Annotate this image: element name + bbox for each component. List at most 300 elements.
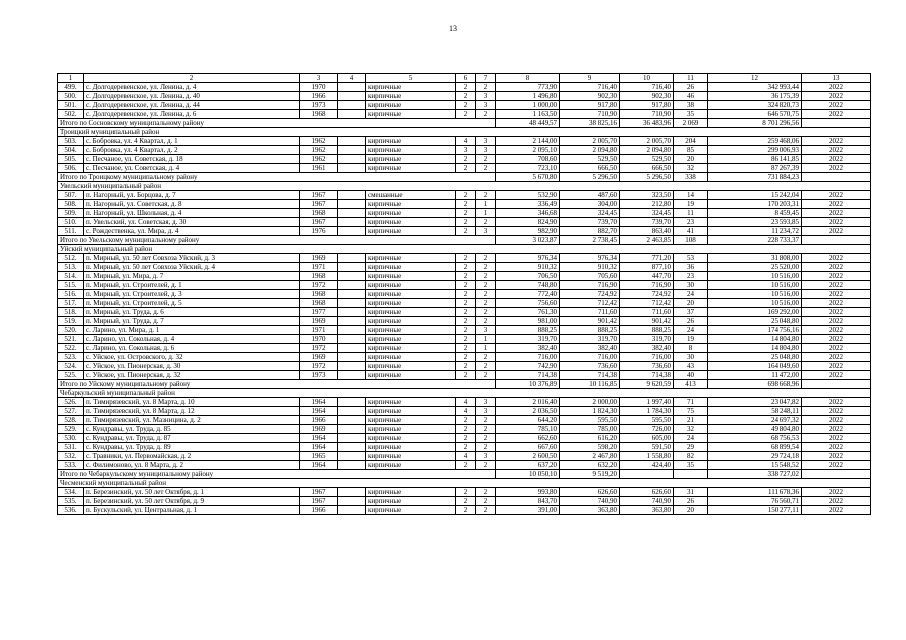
table-cell: 319,70 — [560, 335, 620, 344]
table-cell: 11 234,72 — [708, 227, 802, 236]
table-cell: 19 — [674, 200, 708, 209]
table-cell: 2022 — [802, 353, 871, 362]
table-cell: 2022 — [802, 281, 871, 290]
table-cell: 8 — [674, 344, 708, 353]
table-cell — [338, 488, 366, 497]
table-cell: 2 — [476, 371, 496, 380]
table-cell: 877,10 — [620, 263, 674, 272]
table-cell: 2 — [476, 425, 496, 434]
table-cell: 2 — [456, 254, 476, 263]
table-cell: 2 — [476, 488, 496, 497]
table-cell: с. Кундравы, ул. Труда, д. 85 — [84, 425, 300, 434]
subtotal-value — [802, 470, 871, 479]
table-cell: 2022 — [802, 137, 871, 146]
table-cell: 1 — [476, 344, 496, 353]
table-cell: 2 — [456, 92, 476, 101]
subtotal-value: 698 668,96 — [708, 380, 802, 389]
table-cell: 1977 — [300, 308, 338, 317]
table-cell: кирпичные — [366, 398, 456, 407]
district-title: Уйский муниципальный район — [58, 245, 871, 254]
table-cell: 2 — [476, 434, 496, 443]
table-cell: 2 467,80 — [560, 452, 620, 461]
table-cell: 2022 — [802, 155, 871, 164]
table-cell: 824,90 — [496, 218, 560, 227]
table-cell: 667,60 — [496, 443, 560, 452]
table-cell: п. Мирный, ул. Строителей, д. 1 — [84, 281, 300, 290]
table-cell: 1967 — [300, 191, 338, 200]
table-cell: 2022 — [802, 227, 871, 236]
table-cell: 2022 — [802, 200, 871, 209]
table-cell: 521. — [58, 335, 84, 344]
table-row — [58, 308, 871, 317]
table-cell: 510. — [58, 218, 84, 227]
table-cell: 85 — [674, 146, 708, 155]
table-cell: 2 — [456, 164, 476, 173]
table-row — [58, 344, 871, 353]
table-cell: 41 — [674, 227, 708, 236]
table-cell: 2022 — [802, 506, 871, 515]
table-cell: 10 516,00 — [708, 272, 802, 281]
table-cell: 536. — [58, 506, 84, 515]
table-cell: 1 000,00 — [496, 101, 560, 110]
subtotal-value: 9 620,59 — [620, 380, 674, 389]
table-cell: с. Уйское, ул. Пионерская, д. 30 — [84, 362, 300, 371]
table-cell — [338, 452, 366, 461]
table-cell: 2 — [456, 461, 476, 470]
table-cell: п. Тимирязевский, ул. 8 Марта, д. 12 — [84, 407, 300, 416]
table-cell: 2 — [476, 362, 496, 371]
table-cell: 714,38 — [560, 371, 620, 380]
table-cell — [338, 335, 366, 344]
table-cell: п. Мирный, ул. 50 лет Совхоза Уйский, д. 4 — [84, 263, 300, 272]
table-cell: 2 — [476, 164, 496, 173]
table-cell: 2 — [476, 416, 496, 425]
table-cell: 25 520,00 — [708, 263, 802, 272]
table-cell: 2022 — [802, 209, 871, 218]
table-cell: 14 — [674, 191, 708, 200]
table-cell: 711,60 — [620, 308, 674, 317]
subtotal-label: Итого по Сосновскому муниципальному району — [58, 119, 496, 128]
table-cell: 723,10 — [496, 164, 560, 173]
subtotal-value — [674, 470, 708, 479]
table-cell: 20 — [674, 155, 708, 164]
table-cell: 58 248,11 — [708, 407, 802, 416]
table-cell: 2 — [456, 317, 476, 326]
subtotal-row — [58, 236, 871, 245]
table-cell: 38 — [674, 101, 708, 110]
table-row — [58, 497, 871, 506]
table-cell: 75 — [674, 407, 708, 416]
table-cell: 2022 — [802, 362, 871, 371]
table-cell: 595,50 — [560, 416, 620, 425]
table-cell: с. Филимоново, ул. 8 Марта, д. 2 — [84, 461, 300, 470]
column-number: 8 — [496, 74, 560, 83]
table-cell: кирпичные — [366, 452, 456, 461]
table-cell: кирпичные — [366, 497, 456, 506]
table-cell: 605,00 — [620, 434, 674, 443]
table-cell: 901,42 — [620, 317, 674, 326]
table-cell: 1962 — [300, 155, 338, 164]
table-cell: кирпичные — [366, 290, 456, 299]
table-cell: 3 — [476, 398, 496, 407]
table-cell — [338, 398, 366, 407]
table-cell: кирпичные — [366, 353, 456, 362]
table-row — [58, 434, 871, 443]
table-cell: 514. — [58, 272, 84, 281]
table-cell: 1968 — [300, 299, 338, 308]
table-cell: кирпичные — [366, 101, 456, 110]
table-cell: 1 558,80 — [620, 452, 674, 461]
subtotal-value: 10 376,89 — [496, 380, 560, 389]
table-cell: 637,20 — [496, 461, 560, 470]
table-cell: 507. — [58, 191, 84, 200]
table-cell: 2 — [456, 434, 476, 443]
table-row — [58, 353, 871, 362]
table-cell — [338, 155, 366, 164]
table-row — [58, 326, 871, 335]
table-cell: 111 678,36 — [708, 488, 802, 497]
table-row — [58, 137, 871, 146]
table-cell: 3 — [476, 326, 496, 335]
table-cell: 1972 — [300, 281, 338, 290]
subtotal-row — [58, 470, 871, 479]
table-cell: 1968 — [300, 272, 338, 281]
table-cell: 259 468,06 — [708, 137, 802, 146]
table-cell: 1 784,30 — [620, 407, 674, 416]
table-cell: 2 016,40 — [496, 398, 560, 407]
table-cell: 32 — [674, 425, 708, 434]
table-cell: 710,90 — [560, 110, 620, 119]
table-cell — [338, 83, 366, 92]
table-cell: 2 — [476, 281, 496, 290]
table-cell: 863,40 — [620, 227, 674, 236]
table-cell: 342 993,44 — [708, 83, 802, 92]
table-cell: 1969 — [300, 254, 338, 263]
table-cell: 976,34 — [496, 254, 560, 263]
table-cell: 11 — [674, 209, 708, 218]
table-cell: п. Березинский, ул. 50 лет Октября, д. 9 — [84, 497, 300, 506]
table-cell: 19 — [674, 335, 708, 344]
table-cell: 626,60 — [620, 488, 674, 497]
table-cell — [338, 200, 366, 209]
table-cell: с. Долгодеревенское, ул. Ленина, д. 44 — [84, 101, 300, 110]
table-cell: 2022 — [802, 272, 871, 281]
table-cell: 517. — [58, 299, 84, 308]
table-row — [58, 452, 871, 461]
table-cell — [338, 461, 366, 470]
table-cell: кирпичные — [366, 155, 456, 164]
table-cell: 1 496,80 — [496, 92, 560, 101]
table-cell: с. Ларино, ул. Мира, д. 1 — [84, 326, 300, 335]
subtotal-label: Итого по Чебаркульскому муниципальному району — [58, 470, 496, 479]
table-cell: с. Бобровка, ул. 4 Квартал, д. 2 — [84, 146, 300, 155]
table-cell: 2022 — [802, 146, 871, 155]
table-cell: 35 — [674, 110, 708, 119]
table-cell — [338, 164, 366, 173]
table-cell: кирпичные — [366, 83, 456, 92]
column-number: 6 — [456, 74, 476, 83]
subtotal-value: 338 — [674, 173, 708, 182]
table-cell: 2 — [456, 353, 476, 362]
subtotal-row — [58, 119, 871, 128]
table-cell: 1964 — [300, 407, 338, 416]
table-cell: 910,32 — [496, 263, 560, 272]
table-cell — [338, 497, 366, 506]
table-cell: 1 — [476, 209, 496, 218]
table-cell: 2022 — [802, 308, 871, 317]
table-cell: кирпичные — [366, 335, 456, 344]
subtotal-value: 2 738,45 — [560, 236, 620, 245]
table-cell: 346,68 — [496, 209, 560, 218]
table-cell: п. Мирный, ул. Строителей, д. 5 — [84, 299, 300, 308]
table-cell: 888,25 — [620, 326, 674, 335]
subtotal-value: 2 069 — [674, 119, 708, 128]
table-cell: п. Нагорный, ул. Советская, д. 8 — [84, 200, 300, 209]
subtotal-label: Итого по Увельскому муниципальному району — [58, 236, 496, 245]
table-cell — [338, 425, 366, 434]
table-cell: кирпичные — [366, 281, 456, 290]
table-cell: 30 — [674, 353, 708, 362]
table-cell: 32 — [674, 164, 708, 173]
table-cell: 2022 — [802, 443, 871, 452]
table-cell: с. Долгодеревенское, ул. Ленина, д. 6 — [84, 110, 300, 119]
table-cell: 31 808,00 — [708, 254, 802, 263]
table-cell: кирпичные — [366, 137, 456, 146]
table-cell: 31 — [674, 488, 708, 497]
table-cell: 525. — [58, 371, 84, 380]
table-cell: 2 — [456, 290, 476, 299]
district-header-row — [58, 479, 871, 488]
table-cell: 170 203,31 — [708, 200, 802, 209]
table-cell: 2 — [456, 335, 476, 344]
table-cell: 716,90 — [620, 281, 674, 290]
subtotal-value: 38 825,16 — [560, 119, 620, 128]
column-number: 1 — [58, 74, 84, 83]
table-cell: 24 — [674, 290, 708, 299]
subtotal-value: 10 050,10 — [496, 470, 560, 479]
table-row — [58, 281, 871, 290]
table-cell: 2 005,70 — [620, 137, 674, 146]
table-cell — [338, 308, 366, 317]
table-cell: 2022 — [802, 344, 871, 353]
subtotal-value: 5 296,50 — [560, 173, 620, 182]
table-cell: с. Песчаное, ул. Советская, д. 18 — [84, 155, 300, 164]
table-row — [58, 506, 871, 515]
table-cell: 2 — [476, 308, 496, 317]
table-cell: 910,32 — [560, 263, 620, 272]
table-cell: 598,20 — [560, 443, 620, 452]
table-cell — [338, 434, 366, 443]
table-cell: кирпичные — [366, 200, 456, 209]
table-cell: 1 — [476, 335, 496, 344]
table-cell — [338, 137, 366, 146]
table-cell: 2 — [456, 191, 476, 200]
table-cell: 522. — [58, 344, 84, 353]
table-cell: 4 — [456, 452, 476, 461]
table-cell: 716,40 — [560, 83, 620, 92]
table-cell: 319,70 — [620, 335, 674, 344]
table-cell: 535. — [58, 497, 84, 506]
table-cell: кирпичные — [366, 209, 456, 218]
table-cell: 1970 — [300, 335, 338, 344]
table-cell: 82 — [674, 452, 708, 461]
table-cell: 3 — [476, 137, 496, 146]
table-cell: 324,45 — [560, 209, 620, 218]
table-cell: кирпичные — [366, 218, 456, 227]
subtotal-value — [802, 119, 871, 128]
column-number: 4 — [338, 74, 366, 83]
table-row — [58, 200, 871, 209]
table-cell: 516. — [58, 290, 84, 299]
table-cell: 2 — [456, 155, 476, 164]
table-row — [58, 272, 871, 281]
table-cell: 785,10 — [496, 425, 560, 434]
table-cell: кирпичные — [366, 326, 456, 335]
table-row — [58, 299, 871, 308]
table-cell — [338, 416, 366, 425]
subtotal-value: 2 463,85 — [620, 236, 674, 245]
table-cell: 1964 — [300, 434, 338, 443]
table-cell: 716,00 — [496, 353, 560, 362]
table-cell: 724,92 — [560, 290, 620, 299]
table-cell: 736,60 — [620, 362, 674, 371]
table-cell: 526. — [58, 398, 84, 407]
table-cell: 1972 — [300, 344, 338, 353]
district-title: Чебаркульский муниципальный район — [58, 389, 871, 398]
table-cell — [338, 110, 366, 119]
table-cell: 976,34 — [560, 254, 620, 263]
table-cell: 1967 — [300, 218, 338, 227]
table-cell: кирпичные — [366, 272, 456, 281]
table-cell: 1964 — [300, 398, 338, 407]
table-cell: с. Уйское, ул. Пионерская, д. 32 — [84, 371, 300, 380]
subtotal-value — [802, 236, 871, 245]
table-cell: 2 — [456, 425, 476, 434]
table-cell: 666,50 — [560, 164, 620, 173]
table-cell: 2 — [476, 83, 496, 92]
housing-register-table — [57, 73, 871, 515]
table-cell: 2 — [476, 299, 496, 308]
table-cell: 2022 — [802, 218, 871, 227]
table-cell: 714,38 — [620, 371, 674, 380]
table-cell: 23 — [674, 272, 708, 281]
table-cell: 520. — [58, 326, 84, 335]
table-cell: 502. — [58, 110, 84, 119]
table-cell: 646 570,75 — [708, 110, 802, 119]
table-cell: 43 — [674, 362, 708, 371]
subtotal-value: 5 296,50 — [620, 173, 674, 182]
table-cell: 901,42 — [560, 317, 620, 326]
table-cell: 26 — [674, 83, 708, 92]
table-cell: 36 — [674, 263, 708, 272]
table-cell: 712,42 — [620, 299, 674, 308]
table-row — [58, 227, 871, 236]
table-cell: 2 094,80 — [620, 146, 674, 155]
table-cell: 391,00 — [496, 506, 560, 515]
table-cell: 509. — [58, 209, 84, 218]
subtotal-value: 108 — [674, 236, 708, 245]
table-cell: 2 — [476, 353, 496, 362]
table-cell: 2022 — [802, 461, 871, 470]
table-cell: 2022 — [802, 191, 871, 200]
table-cell: 2022 — [802, 254, 871, 263]
table-cell: 595,50 — [620, 416, 674, 425]
district-header-row — [58, 182, 871, 191]
table-cell: 2022 — [802, 317, 871, 326]
table-cell: 500. — [58, 92, 84, 101]
table-row — [58, 191, 871, 200]
table-cell: 29 724,18 — [708, 452, 802, 461]
table-cell: 2 — [476, 263, 496, 272]
table-cell: кирпичные — [366, 299, 456, 308]
column-number: 7 — [476, 74, 496, 83]
table-cell: кирпичные — [366, 146, 456, 155]
table-cell: 512. — [58, 254, 84, 263]
column-number: 2 — [84, 74, 300, 83]
table-row — [58, 101, 871, 110]
table-cell: 1969 — [300, 317, 338, 326]
table-cell: 49 804,80 — [708, 425, 802, 434]
table-cell — [338, 290, 366, 299]
table-cell: 2 600,50 — [496, 452, 560, 461]
table-cell: 2022 — [802, 83, 871, 92]
table-cell: 2 144,00 — [496, 137, 560, 146]
table-cell: 2 — [456, 218, 476, 227]
table-cell: 532,90 — [496, 191, 560, 200]
column-number: 11 — [674, 74, 708, 83]
table-cell: 24 — [674, 326, 708, 335]
subtotal-value: 228 733,37 — [708, 236, 802, 245]
table-cell: 14 804,80 — [708, 335, 802, 344]
table-cell: 1968 — [300, 290, 338, 299]
table-cell: 35 — [674, 461, 708, 470]
table-cell: 523. — [58, 353, 84, 362]
table-cell: 716,40 — [620, 83, 674, 92]
table-cell: 511. — [58, 227, 84, 236]
table-cell: 1969 — [300, 425, 338, 434]
table-row — [58, 209, 871, 218]
table-cell: 2 — [456, 263, 476, 272]
table-cell: 740,90 — [560, 497, 620, 506]
table-cell: 2 — [456, 344, 476, 353]
table-cell: 742,90 — [496, 362, 560, 371]
subtotal-value: 36 483,96 — [620, 119, 674, 128]
table-cell: 1965 — [300, 452, 338, 461]
table-cell: 23 — [674, 218, 708, 227]
table-row — [58, 146, 871, 155]
table-row — [58, 92, 871, 101]
table-cell: 771,20 — [620, 254, 674, 263]
table-cell: 71 — [674, 398, 708, 407]
table-cell: 716,00 — [620, 353, 674, 362]
table-cell: кирпичные — [366, 443, 456, 452]
table-cell: кирпичные — [366, 110, 456, 119]
table-cell: 382,40 — [560, 344, 620, 353]
table-cell: 2 — [476, 155, 496, 164]
table-cell: кирпичные — [366, 362, 456, 371]
table-cell: 323,50 — [620, 191, 674, 200]
table-cell: 2022 — [802, 371, 871, 380]
table-cell: 724,92 — [620, 290, 674, 299]
table-row — [58, 398, 871, 407]
table-cell: 2022 — [802, 488, 871, 497]
table-cell: 10 516,00 — [708, 290, 802, 299]
table-cell: 513. — [58, 263, 84, 272]
table-cell: 739,70 — [620, 218, 674, 227]
column-number: 3 — [300, 74, 338, 83]
table-cell: 86 141,85 — [708, 155, 802, 164]
table-cell: 748,80 — [496, 281, 560, 290]
